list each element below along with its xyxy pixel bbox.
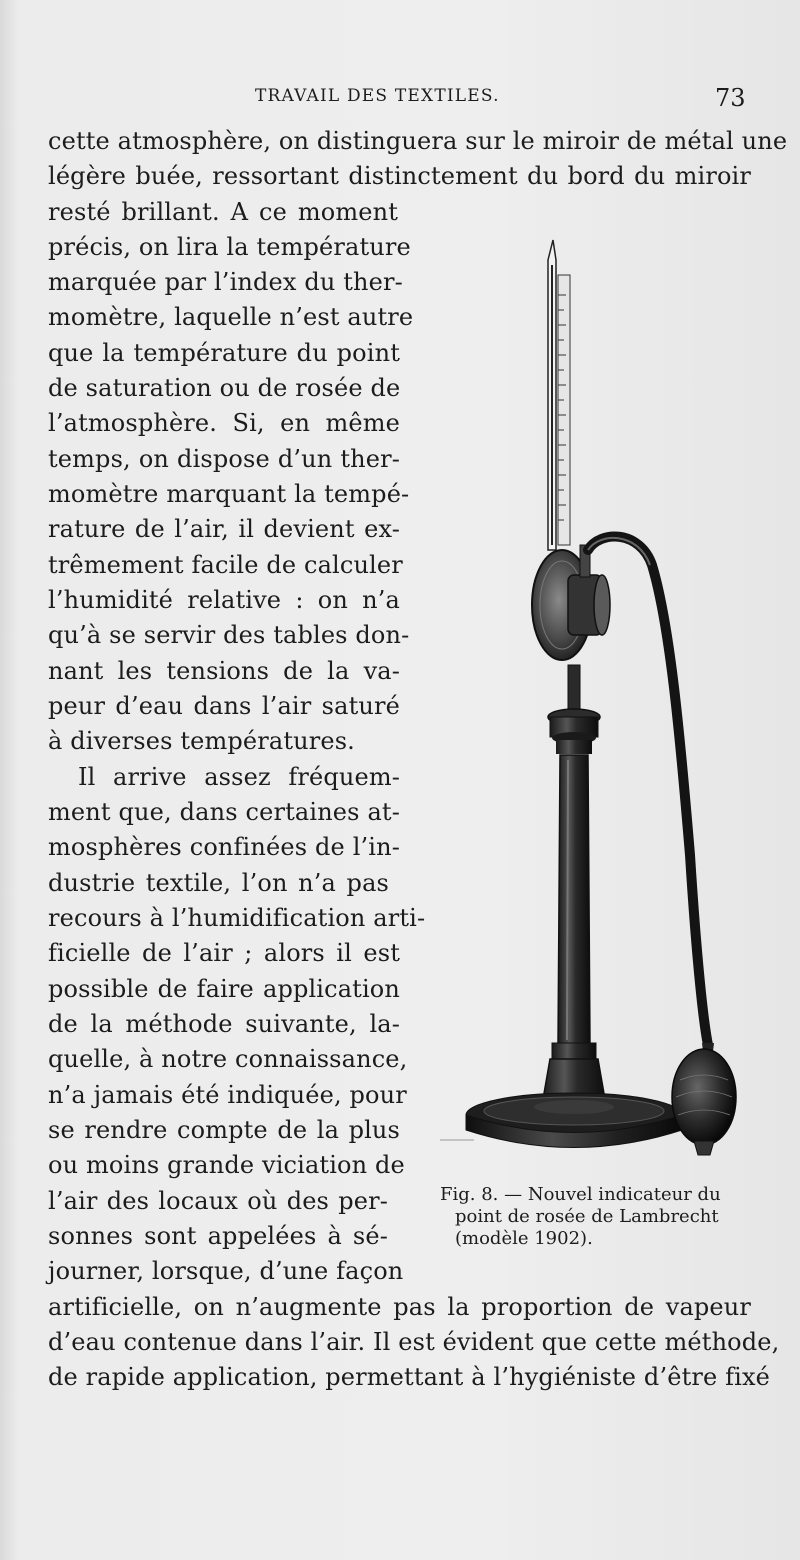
text-line: peur d’eau dans l’air saturé: [48, 692, 400, 720]
text-line: légère buée, ressortant distinctement du bord du miroir: [48, 162, 751, 190]
text-line: l’humidité relative : on n’a: [48, 586, 400, 614]
text-line: qu’à se servir des tables don-: [48, 621, 410, 649]
text-line: l’air des locaux où des per-: [48, 1187, 388, 1215]
text-line: possible de faire application: [48, 975, 400, 1003]
text-line: momètre, laquelle n’est autre: [48, 303, 414, 331]
text-line: resté brillant. A ce moment: [48, 198, 398, 226]
page-number: 73: [715, 84, 746, 112]
text-line: quelle, à notre connaissance,: [48, 1045, 408, 1073]
text-line: journer, lorsque, d’une façon: [48, 1257, 404, 1285]
text-line: mosphères confinées de l’in-: [48, 833, 400, 861]
text-line: n’a jamais été indiquée, pour: [48, 1081, 407, 1109]
text-line: de saturation ou de rosée de: [48, 374, 401, 402]
text-line: temps, on dispose d’un ther-: [48, 445, 400, 473]
figure-caption-line: Fig. 8. — Nouvel indicateur du: [440, 1184, 721, 1205]
text-line: ou moins grande viciation de: [48, 1151, 405, 1179]
text-line: de rapide application, permettant à l’hygiéniste d’être fixé: [48, 1363, 771, 1391]
text-line: à diverses températures.: [48, 727, 355, 755]
text-line: précis, on lira la température: [48, 233, 411, 261]
text-line: nant les tensions de la va-: [48, 657, 400, 685]
text-line: rature de l’air, il devient ex-: [48, 515, 400, 543]
figure-caption-line: point de rosée de Lambrecht: [455, 1206, 719, 1227]
text-line: l’atmosphère. Si, en même: [48, 409, 400, 437]
text-line: momètre marquant la tempé-: [48, 480, 410, 508]
figure-caption-line: (modèle 1902).: [455, 1228, 593, 1249]
text-line: Il arrive assez fréquem-: [78, 763, 400, 791]
text-line: que la température du point: [48, 339, 400, 367]
text-line: cette atmosphère, on distinguera sur le miroir de métal une: [48, 127, 788, 155]
dew-point-indicator-illustration: [440, 235, 760, 1165]
text-line: trêmement facile de calculer: [48, 551, 403, 579]
text-line: de la méthode suivante, la-: [48, 1010, 400, 1038]
text-line: se rendre compte de la plus: [48, 1116, 400, 1144]
text-line: ficielle de l’air ; alors il est: [48, 939, 400, 967]
text-line: d’eau contenue dans l’air. Il est évident que cette méthode,: [48, 1328, 780, 1356]
text-line: marquée par l’index du ther-: [48, 268, 403, 296]
text-line: dustrie textile, l’on n’a pas: [48, 869, 389, 897]
running-header-title: TRAVAIL DES TEXTILES.: [255, 86, 500, 106]
text-line: artificielle, on n’augmente pas la proportion de vapeur: [48, 1293, 751, 1321]
text-line: sonnes sont appelées à sé-: [48, 1222, 388, 1250]
text-line: ment que, dans certaines at-: [48, 798, 400, 826]
text-line: recours à l’humidification arti-: [48, 904, 426, 932]
